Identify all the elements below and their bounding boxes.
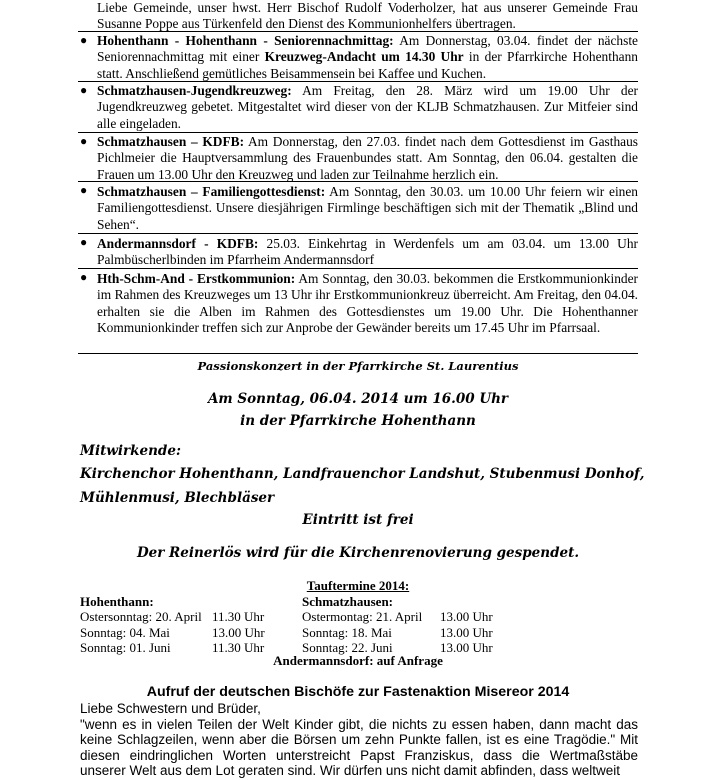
baptism-column-heading: Schmatzhausen: [302, 594, 394, 609]
announcement-text: Am Sonntag, den 30.03. um 10.00 Uhr feiern wir einen Familiengottesdienst. Unsere diesjährigen Firmlinge beschäftigen sich mit der Thematik „Blind und Sehen“. [97, 184, 638, 232]
baptism-row [80, 625, 280, 640]
baptism-column-schmatzhausen [302, 594, 512, 656]
baptism-date: Ostersonntag: 20. April [80, 609, 202, 625]
baptism-row [302, 625, 512, 640]
announcement-title: Schmatzhausen-Jugendkreuzweg: [97, 83, 292, 98]
admission-note: Eintritt ist frei [302, 512, 414, 528]
concert-heading: Passionskonzert in der Pfarrkirche St. Laurentius [197, 359, 519, 373]
bullet-icon: ● [80, 134, 88, 148]
baptism-date: Ostermontag: 21. April [302, 609, 423, 625]
announcement-title: Hth-Schm-And - Erstkommunion: [97, 271, 296, 286]
baptism-time: 13.00 Uhr [440, 624, 493, 640]
bullet-icon: ● [80, 235, 88, 249]
misereor-title: Aufruf der deutschen Bischöfe zur Fastenaktion Misereor 2014 [146, 684, 570, 700]
announcement-title: Schmatzhausen – Familiengottesdienst: [97, 184, 326, 199]
baptism-time: 13.00 Uhr [440, 609, 493, 625]
baptism-date: Sonntag: 18. Mai [302, 624, 392, 640]
concert-place: in der Pfarrkirche Hohenthann [240, 413, 476, 429]
proceeds-note: Der Reinerlös wird für die Kirchenrenovierung gespendet. [136, 545, 580, 561]
baptism-date: Sonntag: 22. Juni [302, 640, 393, 656]
baptism-column-hohenthann [80, 594, 280, 656]
announcement-text: Am Sonntag, den 30.03. bekommen die Erstkommunionkinder im Rahmen des Kreuzweges um 13 Uhr ihr Erstkommunionkreuz überreicht. Am Freitag, den 04.04. erhalten sie die Alben im Rahmen des Gottesdienstes um 19.00 Uhr. Die Hohenthanner Kommunionkinder treffen sich zur Anprobe der Gewänder bereits um 17.45 Uhr im Pfarrsaal. [97, 271, 638, 335]
announcement-text: Am Donnerstag, den 27.03. findet nach dem Gottesdienst im Gasthaus Pichlmeier die Hauptversammlung des Frauenbundes statt. Am Sonntag, den 06.04. gestalten die Frauen um 13.00 Uhr den Kreuzweg und laden zur Teilnahme herzlich ein. [97, 134, 638, 182]
announcement-item [78, 182, 638, 234]
announcement-text: in der Pfarrkirche Hohenthann statt. Anschließend gemütliches Beisammensein bei Kaffee und Kuchen. [97, 49, 638, 81]
bullet-icon: ● [80, 183, 88, 197]
announcement-title: Hohenthann - Hohenthann - Seniorennachmittag: [97, 33, 394, 48]
baptism-date: Sonntag: 01. Juni [80, 640, 171, 656]
announcement-item [78, 0, 638, 32]
baptism-time: 13.00 Uhr [212, 624, 265, 640]
baptism-date: Sonntag: 04. Mai [80, 624, 170, 640]
baptism-time: 11.30 Uhr [212, 640, 265, 656]
announcement-item [78, 82, 638, 133]
announcement-item [78, 133, 638, 182]
baptism-row [302, 609, 512, 624]
announcement-text: Am Freitag, den 28. März wird um 19.00 Uhr der Jugendkreuzweg gebetet. Mitgestaltet wird dieser von der KLJB Schmatzhausen. Zur Mitfeier sind alle eingeladen. [97, 83, 638, 131]
baptism-column-heading: Hohenthann: [80, 594, 154, 609]
concert-date: Am Sonntag, 06.04. 2014 um 16.00 Uhr [207, 391, 509, 407]
baptism-row [80, 609, 280, 624]
misereor-body: "wenn es in vielen Teilen der Welt Kinder gibt, die nichts zu essen haben, dann macht das keine Schlagzeilen, wenn aber die Börsen um zehn Punkte fallen, ist es eine Tragödie." Mit diesen eindringlichen Worten unterstreicht Papst Franziskus, dass die Wertmaßstäbe unserer Welt aus dem Lot geraten sind. Wir dürfen uns nicht damit abfinden, dass weltweit [80, 716, 638, 779]
bullet-icon: ● [80, 83, 88, 97]
announcement-highlight: Kreuzweg-Andacht um 14.30 Uhr [264, 49, 464, 65]
announcement-text: 25.03. Einkehrtag in Werdenfels um am 03.04. um 13.00 Uhr Palmbüscherlbinden im Pfarrheim Andermannsdorf [97, 236, 638, 268]
announcement-item [78, 234, 638, 269]
performers-line: Kirchenchor Hohenthann, Landfrauenchor Landshut, Stubenmusi Donhof, [80, 466, 645, 482]
announcement-list [78, 0, 638, 354]
baptism-time: 13.00 Uhr [440, 640, 493, 656]
misereor-letter [80, 701, 638, 779]
baptism-time: 11.30 Uhr [212, 609, 265, 625]
announcement-title: Andermannsdorf - KDFB: [97, 236, 259, 251]
misereor-greeting: Liebe Schwestern und Brüder, [80, 701, 261, 716]
announcement-item [78, 269, 638, 354]
bullet-icon: ● [80, 33, 88, 47]
announcement-title: Schmatzhausen – KDFB: [97, 134, 245, 149]
announcement-text: Am Donnerstag, 03.04. findet der nächste Seniorennachmittag mit einer [97, 33, 638, 65]
performers-label: Mitwirkende: [80, 443, 181, 459]
baptism-title: Tauftermine 2014: [306, 578, 410, 593]
bullet-icon: ● [80, 270, 88, 284]
performers-line: Mühlenmusi, Blechbläser [80, 490, 275, 506]
baptism-footer: Andermannsdorf: auf Anfrage [273, 653, 443, 668]
announcement-item [78, 32, 638, 82]
announcement-text: Liebe Gemeinde, unser hwst. Herr Bischof Rudolf Voderholzer, hat aus unserer Gemeinde Frau Susanne Poppe aus Türkenfeld den Dienst des Kommunionhelfers übertragen. [97, 0, 638, 32]
